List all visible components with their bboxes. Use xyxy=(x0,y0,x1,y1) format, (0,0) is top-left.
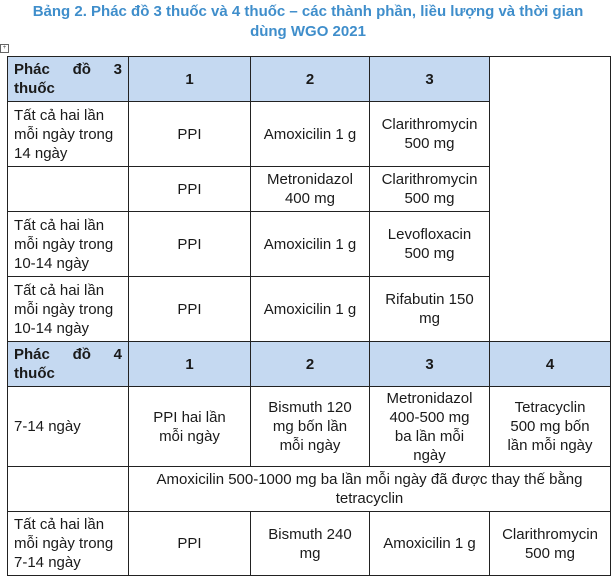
drug-2-cell: Bismuth 240 mg xyxy=(251,512,370,576)
duration-cell: Tất cả hai lần mỗi ngày trong 14 ngày xyxy=(8,102,129,167)
drug-1-cell: PPI xyxy=(129,102,251,167)
move-handle-icon[interactable]: + xyxy=(0,44,9,53)
drug-1-cell: PPI xyxy=(129,167,251,212)
col-3-header: 3 xyxy=(370,342,490,387)
caption-line-2: dùng WGO 2021 xyxy=(250,23,366,40)
drug-3-cell: Clarithromycin 500 mg xyxy=(370,102,490,167)
drug-2-cell: Amoxicilin 1 g xyxy=(251,277,370,342)
col-2-header: 2 xyxy=(251,57,370,102)
col-4-header: 4 xyxy=(490,342,611,387)
three-drug-header-row xyxy=(8,57,611,102)
duration-cell: Tất cả hai lần mỗi ngày trong 10-14 ngày xyxy=(8,277,129,342)
four-drug-header-row xyxy=(8,342,611,387)
caption-line-1: Bảng 2. Phác đồ 3 thuốc và 4 thuốc – các thành phần, liều lượng và thời gian xyxy=(32,3,584,20)
table-row xyxy=(8,512,611,576)
four-drug-regimen-header: Phác đồ 4 thuốc xyxy=(8,342,129,387)
drug-1-cell: PPI hai lần mỗi ngày xyxy=(129,387,251,467)
col-1-header: 1 xyxy=(129,57,251,102)
table-caption xyxy=(0,2,616,42)
drug-3-cell: Levofloxacin 500 mg xyxy=(370,212,490,277)
drug-3-cell: Metronidazol 400-500 mg ba lần mỗi ngày xyxy=(370,387,490,467)
drug-4-cell: Tetracyclin 500 mg bốn lần mỗi ngày xyxy=(490,387,611,467)
regimen-table xyxy=(7,56,611,576)
drug-1-cell: PPI xyxy=(129,212,251,277)
table-row xyxy=(8,387,611,467)
duration-cell xyxy=(8,167,129,212)
drug-2-cell: Amoxicilin 1 g xyxy=(251,102,370,167)
duration-cell: 7-14 ngày xyxy=(8,387,129,467)
col-3-header: 3 xyxy=(370,57,490,102)
col-1-header: 1 xyxy=(129,342,251,387)
drug-3-cell: Clarithromycin 500 mg xyxy=(370,167,490,212)
three-drug-regimen-header: Phác đồ 3 thuốc xyxy=(8,57,129,102)
duration-cell: Tất cả hai lần mỗi ngày trong 7-14 ngày xyxy=(8,512,129,576)
drug-3-cell: Rifabutin 150 mg xyxy=(370,277,490,342)
duration-cell xyxy=(8,467,129,512)
duration-cell: Tất cả hai lần mỗi ngày trong 10-14 ngày xyxy=(8,212,129,277)
drug-1-cell: PPI xyxy=(129,512,251,576)
drug-2-cell: Metronidazol 400 mg xyxy=(251,167,370,212)
drug-2-cell: Amoxicilin 1 g xyxy=(251,212,370,277)
substitution-note-cell: Amoxicilin 500-1000 mg ba lần mỗi ngày đã được thay thế bằng tetracyclin xyxy=(129,467,611,512)
drug-4-cell: Clarithromycin 500 mg xyxy=(490,512,611,576)
col-2-header: 2 xyxy=(251,342,370,387)
table-row xyxy=(8,467,611,512)
empty-column-cell xyxy=(490,57,611,342)
drug-3-cell: Amoxicilin 1 g xyxy=(370,512,490,576)
drug-2-cell: Bismuth 120 mg bốn lần mỗi ngày xyxy=(251,387,370,467)
drug-1-cell: PPI xyxy=(129,277,251,342)
